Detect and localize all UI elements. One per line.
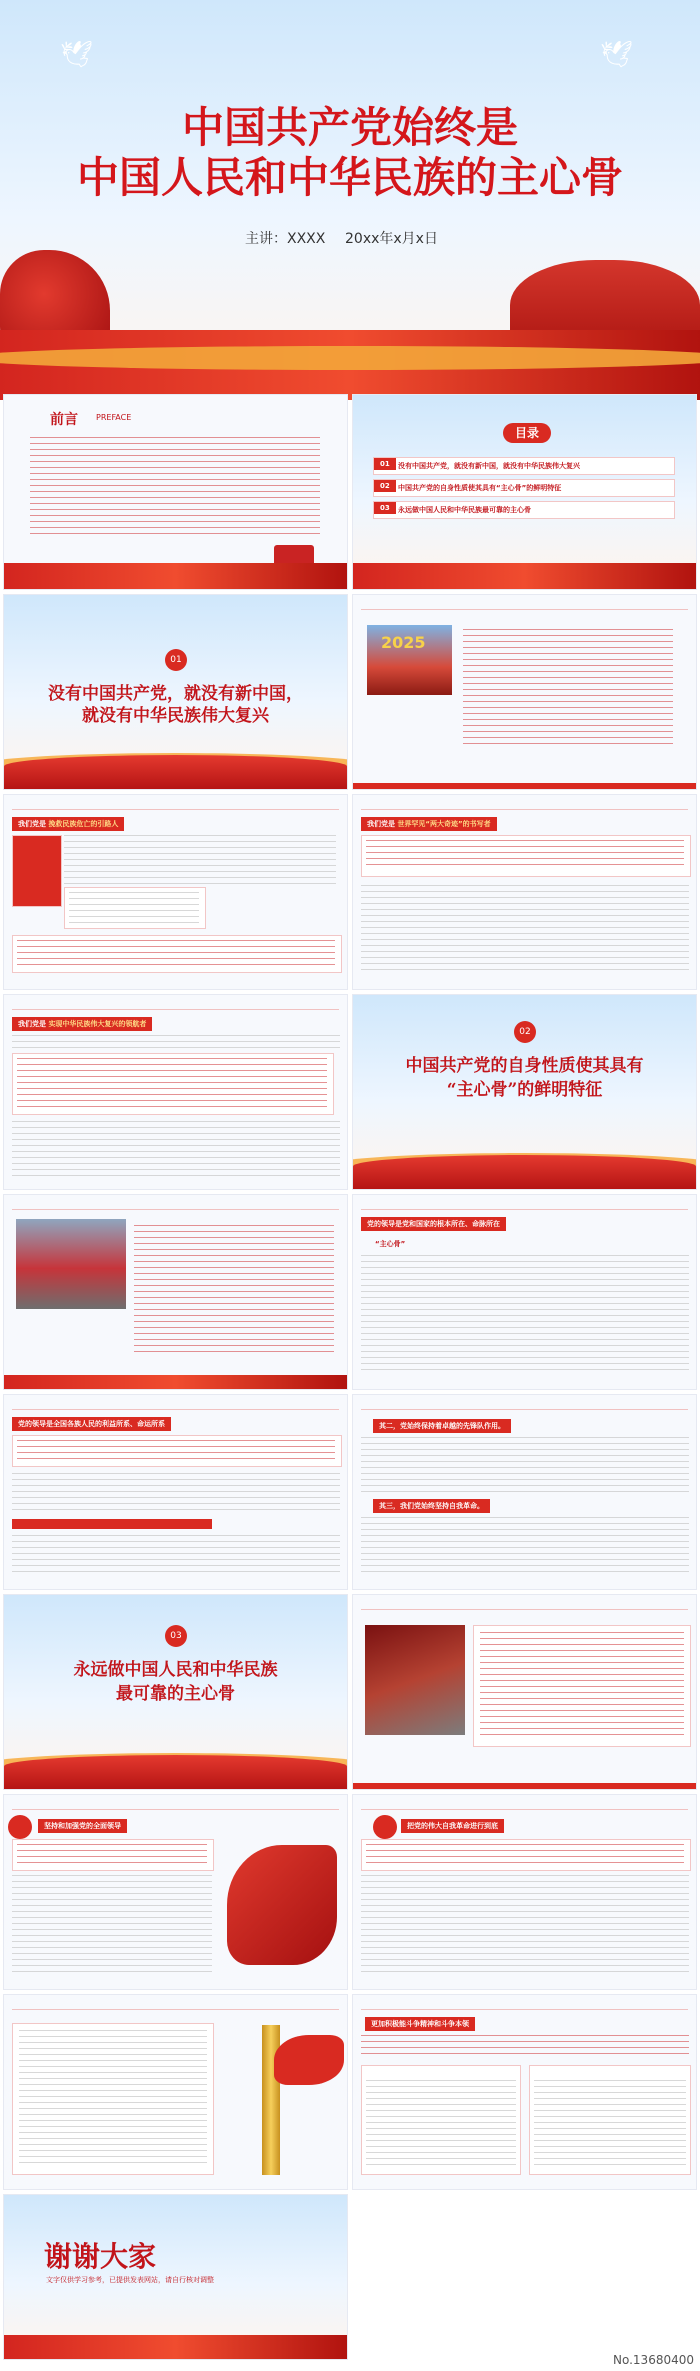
header-line: [361, 1609, 688, 1610]
header-line: [12, 1809, 339, 1810]
cover-slide: [0, 0, 700, 400]
slide-h-text: [361, 1875, 689, 1975]
flag-graphic: [227, 1845, 337, 1965]
dove-icon: 🕊: [600, 40, 634, 70]
slide-e-text2: [12, 1535, 340, 1575]
panel-lines: [17, 1844, 207, 1866]
preface-slide: [3, 394, 348, 590]
slide-tag: [361, 817, 497, 831]
contents-item-num: 02: [374, 480, 396, 492]
preface-ribbon: [4, 563, 347, 589]
slide-g-panel: [12, 1839, 214, 1871]
header-line: [361, 1809, 688, 1810]
slide-statue-text: [473, 1625, 691, 1747]
slide-interests: [3, 1394, 348, 1590]
slide-a-text: [64, 835, 336, 885]
slide-2025-text: [463, 629, 673, 749]
tiananmen-icon: [274, 545, 314, 563]
section3-title-line1: 永远做中国人民和中华民族: [73, 1660, 278, 1680]
header-line: [12, 1009, 339, 1010]
slide-a-panel: [12, 835, 62, 907]
slide-h-panel: [361, 1839, 691, 1871]
slide-c-text: [12, 1121, 340, 1177]
cover-date: 20xx年x月x日: [345, 231, 438, 247]
panel-lines: [366, 1844, 684, 1866]
quote-lines: [17, 940, 335, 966]
cover-title-line1: 中国共产党始终是: [181, 103, 518, 152]
red-silk-graphic: [274, 2035, 344, 2085]
gold-ribbon: [0, 346, 700, 370]
slide-f-sub1: 其二，党始终保持着卓越的先锋队作用。: [373, 1419, 511, 1433]
slide-tag: 把党的伟大自我革命进行到底: [401, 1819, 504, 1833]
dove-icon: 🕊: [60, 40, 94, 70]
contents-ribbon: [353, 563, 696, 589]
thanks-ribbon: [4, 2335, 347, 2359]
header-line: [12, 1409, 339, 1410]
slide-navigator: [3, 994, 348, 1190]
section3-number: 03: [165, 1625, 187, 1647]
slide-b-text: [361, 885, 689, 975]
slide-f-sub2: 其三，我们党始终坚持自我革命。: [373, 1499, 490, 1513]
slide-j-col2: [529, 2065, 691, 2175]
slide-a-quote: [12, 935, 342, 973]
slide-flags-text: [134, 1225, 334, 1355]
section1-number: 01: [165, 649, 187, 671]
slide-f-text2: [361, 1517, 689, 1573]
section1-title-line2: 就没有中华民族伟大复兴: [82, 706, 269, 726]
section2-title-line1: 中国共产党的自身性质使其具有: [405, 1056, 644, 1076]
slide-c-intro: [12, 1035, 340, 1049]
slide-e-text: [12, 1473, 340, 1513]
panel-lines: [19, 2030, 207, 2168]
section2-title-line2: “主心骨”的鲜明特征: [446, 1080, 603, 1100]
header-line: [12, 1209, 339, 1210]
section3-title-line2: 最可靠的主心骨: [116, 1684, 235, 1704]
section2-number: 02: [514, 1021, 536, 1043]
section1-title-line1: 没有中国共产党，就没有新中国，: [48, 684, 303, 704]
slide-g-text: [12, 1875, 212, 1975]
slide-huabiao: [3, 1994, 348, 2190]
contents-item-3[interactable]: [373, 501, 675, 519]
slide-e-subbar: [12, 1519, 212, 1529]
header-line: [361, 1409, 688, 1410]
slide-2025: [352, 594, 697, 790]
list-lines: [69, 892, 199, 924]
party-emblem-icon: [8, 1815, 32, 1839]
slide-tag: 坚持和加强党的全面领导: [38, 1819, 127, 1833]
slide-tag: [12, 1017, 152, 1031]
header-line: [12, 2009, 339, 2010]
panel-lines: [366, 840, 684, 870]
header-line: [361, 609, 688, 610]
header-line: [361, 2009, 688, 2010]
col-lines: [366, 2080, 516, 2170]
header-line: [361, 809, 688, 810]
red-wave: [353, 1155, 696, 1189]
watermark-id: No.13680400: [613, 2353, 694, 2367]
tag-prefix: 我们党是: [18, 1020, 46, 1028]
preface-title-en: PREFACE: [96, 413, 132, 422]
section3-slide: [3, 1594, 348, 1790]
tag-text: 世界罕见“两大奇迹”的书写者: [397, 820, 491, 828]
contents-slide: [352, 394, 697, 590]
slide-lifeline: [352, 1194, 697, 1390]
text-lines: [480, 1632, 684, 1740]
red-wave: [4, 755, 347, 789]
slide-tag: [12, 817, 124, 831]
slide-d-quote: “主心骨”: [375, 1240, 406, 1248]
contents-item-num: 01: [374, 458, 396, 470]
party-emblem-icon: [373, 1815, 397, 1839]
slide-j-col1: [361, 2065, 521, 2175]
slide-f-text1: [361, 1437, 689, 1493]
slide-ribbon: [4, 1375, 347, 1389]
thanks-slide: [3, 2194, 348, 2360]
thanks-title: 谢谢大家: [44, 2240, 157, 2273]
tag-prefix: 我们党是: [367, 820, 395, 828]
tag-text: 实现中华民族伟大复兴的领航者: [48, 1020, 147, 1028]
contents-item-1[interactable]: [373, 457, 675, 475]
panel-lines: [17, 1440, 335, 1462]
red-wave: [4, 1755, 347, 1789]
slide-i-panel: [12, 2023, 214, 2175]
slide-self-revolution: [352, 1794, 697, 1990]
slide-statue: [352, 1594, 697, 1790]
contents-item-num: 03: [374, 502, 396, 514]
cover-speaker: 主讲：XXXX: [245, 231, 326, 247]
slide-guide: [3, 794, 348, 990]
contents-title: 目录: [503, 423, 551, 443]
section2-slide: [352, 994, 697, 1190]
statue-photo: [365, 1625, 465, 1735]
contents-item-2[interactable]: [373, 479, 675, 497]
contents-item-text: 永远做中国人民和中华民族最可靠的主心骨: [398, 506, 531, 514]
slide-tag: 党的领导是党和国家的根本所在、命脉所在: [361, 1217, 506, 1231]
parade-photo: [367, 625, 452, 695]
slide-tag: 更加积极能斗争精神和斗争本领: [365, 2017, 475, 2031]
contents-item-text: 中国共产党的自身性质使其具有“主心骨”的鲜明特征: [398, 484, 562, 492]
tag-prefix: 我们党是: [18, 820, 46, 828]
flag-parade-photo: [16, 1219, 126, 1309]
slide-d-text: [361, 1255, 689, 1375]
thanks-subtitle: 文字仅供学习参考，已提供发表网站，请自行核对调整: [46, 2276, 214, 2284]
slide-tag: 党的领导是全国各族人民的利益所系、命运所系: [12, 1417, 171, 1431]
slide-leadership: [3, 1794, 348, 1990]
slide-vanguard: [352, 1394, 697, 1590]
panel-lines: [17, 1058, 327, 1108]
contents-item-text: 没有中国共产党，就没有新中国，就没有中华民族伟大复兴: [398, 462, 580, 470]
header-line: [12, 809, 339, 810]
slide-miracles: [352, 794, 697, 990]
slide-a-list: [64, 887, 206, 929]
header-line: [361, 1209, 688, 1210]
col-lines: [534, 2080, 686, 2170]
preface-text: [30, 437, 320, 537]
accent-bar: [353, 783, 697, 789]
section1-slide: [3, 594, 348, 790]
slide-c-panel: [12, 1053, 334, 1115]
tag-text: 挽救民族危亡的引路人: [48, 820, 119, 828]
year-2025-text: 2025: [381, 633, 426, 652]
slide-flags: [3, 1194, 348, 1390]
slide-b-panel: [361, 835, 691, 877]
slide-j-intro: [361, 2035, 689, 2057]
accent-bar: [353, 1783, 697, 1789]
slide-struggle: [352, 1994, 697, 2190]
cover-title-line2: 中国人民和中华民族的主心骨: [76, 153, 623, 202]
slide-e-panel: [12, 1435, 342, 1467]
preface-title: 前言: [50, 412, 78, 428]
